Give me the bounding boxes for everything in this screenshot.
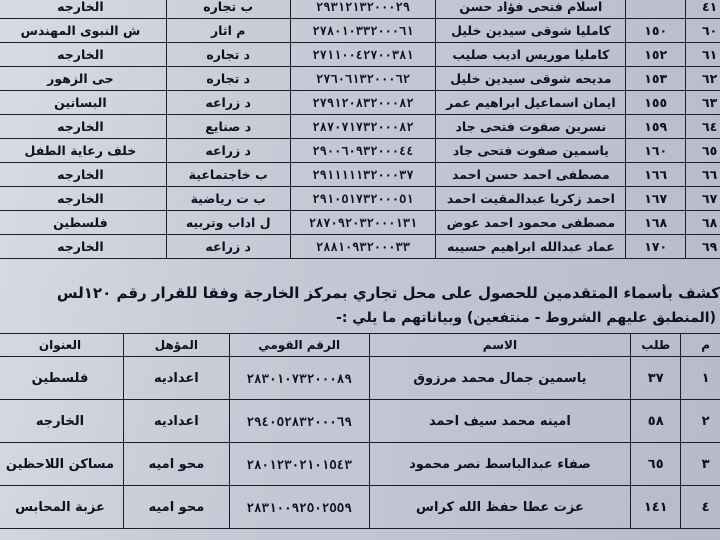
row-name: اسلام فتحى فؤاد حسن — [436, 0, 626, 19]
row-name: صفاء عبدالباسط نصر محمود — [369, 443, 631, 486]
row-name: ياسمين جمال محمد مرزوق — [369, 357, 631, 400]
table-row — [0, 235, 720, 259]
table-row — [0, 115, 720, 139]
row-request-number: ١٦٧ — [626, 187, 686, 211]
header-request: طلب — [631, 334, 681, 357]
row-request-number: ٥٨ — [631, 400, 681, 443]
row-name: احمد زكريا عبدالمقيت احمد — [436, 187, 626, 211]
row-name: مديحه شوقى سيدين خليل — [436, 67, 626, 91]
bottom-applicants-table — [0, 333, 720, 529]
table-row — [0, 139, 720, 163]
table-row — [0, 211, 720, 235]
row-request-number: ٦٥ — [631, 443, 681, 486]
section-subheading: (المنطبق عليهم الشروط - منتفعين) وبياناتهم ما يلي :- — [336, 310, 716, 326]
row-serial: ٢ — [681, 400, 720, 443]
row-qualification: د زراعه — [166, 235, 290, 259]
row-request-number: ١٤١ — [631, 486, 681, 529]
row-qualification: د زراعه — [166, 91, 290, 115]
row-qualification: ب تجاره — [166, 0, 290, 19]
row-request-number — [626, 0, 686, 19]
row-qualification: ب ت رياضية — [166, 187, 290, 211]
row-serial: ٦٨ — [686, 211, 720, 235]
row-request-number: ١٦٦ — [626, 163, 686, 187]
row-name: عماد عبدالله ابراهيم حسيبه — [436, 235, 626, 259]
table-row — [0, 400, 720, 443]
row-name: امينه محمد سيف احمد — [369, 400, 631, 443]
row-serial: ٦٥ — [686, 139, 720, 163]
row-qualification: اعداديه — [123, 400, 229, 443]
row-name: ياسمين صفوت فتحى جاد — [436, 139, 626, 163]
row-qualification: د تجاره — [166, 43, 290, 67]
row-name: ايمان اسماعيل ابراهيم عمر — [436, 91, 626, 115]
row-national-id: ٢٨٧٠٧١٧٣٢٠٠٠٨٢ — [290, 115, 436, 139]
row-qualification: م اثار — [166, 19, 290, 43]
row-name: كامليا شوقى سيدين خليل — [436, 19, 626, 43]
row-address: عزبة المحابس — [0, 486, 123, 529]
row-serial: ٦٩ — [686, 235, 720, 259]
row-address: فلسطين — [0, 211, 166, 235]
row-address: حى الزهور — [0, 67, 166, 91]
row-address: الخارجه — [0, 43, 166, 67]
table-row — [0, 0, 720, 19]
row-address: الخارجه — [0, 187, 166, 211]
section-heading: كشف بأسماء المتقدمين للحصول على محل تجاري بمركز الخارجة وفقا للقرار رقم ١٢٠لس — [56, 284, 720, 302]
row-national-id: ٢٨٧٠٩٢٠٣٢٠٠٠١٣١ — [290, 211, 436, 235]
row-national-id: ٢٨٠١٢٣٠٢١٠١٥٤٣ — [229, 443, 369, 486]
table-header-row — [0, 334, 720, 357]
row-request-number: ١٧٠ — [626, 235, 686, 259]
row-name: مصطفى محمود احمد عوض — [436, 211, 626, 235]
row-serial: ٦٣ — [686, 91, 720, 115]
row-qualification: د تجاره — [166, 67, 290, 91]
row-serial: ٤ — [681, 486, 720, 529]
row-national-id: ٢٨٣١٠٠٩٢٥٠٢٥٥٩ — [229, 486, 369, 529]
row-serial: ٦٦ — [686, 163, 720, 187]
row-qualification: ب خاجتماعية — [166, 163, 290, 187]
table-row — [0, 67, 720, 91]
row-name: كامليا موريس اديب صليب — [436, 43, 626, 67]
row-national-id: ٢٧٩١٢٠٨٣٢٠٠٠٨٢ — [290, 91, 436, 115]
row-address: ش النبوى المهندس — [0, 19, 166, 43]
row-serial: ٦٠ — [686, 19, 720, 43]
header-name: الاسم — [369, 334, 631, 357]
row-address: الخارجه — [0, 400, 123, 443]
row-request-number: ١٦٠ — [626, 139, 686, 163]
row-qualification: د صنايع — [166, 115, 290, 139]
row-serial: ٦٢ — [686, 67, 720, 91]
row-serial: ٤١ — [686, 0, 720, 19]
header-national-id: الرقم القومي — [229, 334, 369, 357]
table-row — [0, 187, 720, 211]
row-national-id: ٢٩٠٠٦٠٩٣٢٠٠٠٤٤ — [290, 139, 436, 163]
table-row — [0, 43, 720, 67]
row-national-id: ٢٧٨٠١٠٣٣٢٠٠٠٦١ — [290, 19, 436, 43]
row-national-id: ٢٧١١٠٠٤٢٧٠٠٣٨١ — [290, 43, 436, 67]
row-qualification: اعداديه — [123, 357, 229, 400]
table-row — [0, 163, 720, 187]
row-national-id: ٢٧٦٠٦١٣٢٠٠٠٦٢ — [290, 67, 436, 91]
header-serial: م — [681, 334, 720, 357]
row-request-number: ١٥٣ — [626, 67, 686, 91]
row-request-number: ١٥٢ — [626, 43, 686, 67]
row-request-number: ١٦٨ — [626, 211, 686, 235]
row-national-id: ٢٩٣١٢١٣٢٠٠٠٢٩ — [290, 0, 436, 19]
row-name: عزت عطا حفظ الله كراس — [369, 486, 631, 529]
row-request-number: ١٥٥ — [626, 91, 686, 115]
table-row — [0, 19, 720, 43]
row-national-id: ٢٩١٠٥١٧٣٢٠٠٠٥١ — [290, 187, 436, 211]
row-qualification: محو اميه — [123, 486, 229, 529]
row-address: مساكن اللاحظين — [0, 443, 123, 486]
row-address: الخارجه — [0, 163, 166, 187]
row-name: نسرين صفوت فتحى جاد — [436, 115, 626, 139]
row-serial: ٦٧ — [686, 187, 720, 211]
table-row — [0, 91, 720, 115]
row-address: البساتين — [0, 91, 166, 115]
row-request-number: ١٥٠ — [626, 19, 686, 43]
header-address: العنوان — [0, 334, 123, 357]
row-address: الخارجه — [0, 235, 166, 259]
header-qualification: المؤهل — [123, 334, 229, 357]
row-address: فلسطين — [0, 357, 123, 400]
row-qualification: د زراعه — [166, 139, 290, 163]
row-qualification: ل اداب وتربيه — [166, 211, 290, 235]
row-address: الخارجه — [0, 0, 166, 19]
row-name: مصطفى احمد حسن احمد — [436, 163, 626, 187]
row-national-id: ٢٨٣٠١٠٧٣٢٠٠٠٨٩ — [229, 357, 369, 400]
row-serial: ٦٤ — [686, 115, 720, 139]
row-serial: ٦١ — [686, 43, 720, 67]
row-request-number: ١٥٩ — [626, 115, 686, 139]
table-row — [0, 357, 720, 400]
row-national-id: ٢٨٨١٠٩٣٢٠٠٠٣٣ — [290, 235, 436, 259]
row-address: خلف رعاية الطفل — [0, 139, 166, 163]
row-serial: ٣ — [681, 443, 720, 486]
row-serial: ١ — [681, 357, 720, 400]
row-national-id: ٢٩٤٠٥٢٨٣٢٠٠٠٦٩ — [229, 400, 369, 443]
row-qualification: محو اميه — [123, 443, 229, 486]
row-address: الخارجه — [0, 115, 166, 139]
table-row — [0, 443, 720, 486]
table-row — [0, 486, 720, 529]
top-applicants-table — [0, 0, 720, 259]
row-request-number: ٣٧ — [631, 357, 681, 400]
row-national-id: ٢٩١١١١١٣٢٠٠٠٣٧ — [290, 163, 436, 187]
